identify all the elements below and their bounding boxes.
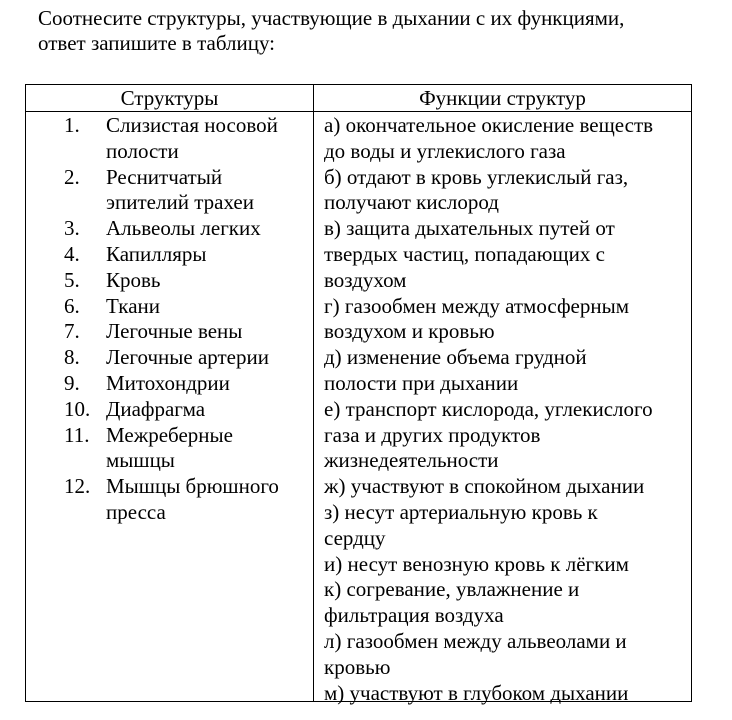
function-text-line: и) несут венозную кровь к лёгким	[324, 551, 629, 576]
function-text-line: з) несут артериальную кровь к	[324, 499, 598, 524]
function-text-line: ж) участвуют в спокойном дыхании	[324, 474, 645, 499]
structure-number: 4.	[64, 241, 80, 266]
structure-number: 6.	[64, 293, 80, 318]
structure-item	[64, 371, 314, 397]
function-text-line: сердцу	[324, 525, 386, 550]
function-item	[324, 681, 692, 707]
structure-item	[64, 423, 314, 475]
header-structures: Структуры	[120, 86, 219, 110]
function-text-line: воздухом и кровью	[324, 319, 495, 344]
function-text-line: до воды и углекислого газа	[324, 138, 566, 163]
function-item	[324, 474, 692, 500]
structure-text-line: Слизистая носовой	[106, 113, 278, 137]
structure-number: 1.	[64, 113, 80, 137]
structure-number: 10.	[64, 396, 91, 421]
header-divider	[26, 111, 691, 112]
structure-text	[106, 397, 314, 423]
structure-text-line: Реснитчатый	[106, 164, 223, 189]
structure-text-line: эпителий трахеи	[106, 190, 254, 215]
structure-number: 11.	[64, 422, 90, 447]
function-item	[324, 577, 692, 629]
structure-item	[64, 319, 314, 345]
structure-text-line: Митохондрии	[106, 370, 230, 395]
structure-text	[106, 268, 314, 294]
structure-text-line: мышцы	[106, 448, 175, 473]
header-functions: Функции структур	[419, 86, 586, 110]
structure-text-line: Межреберные	[106, 422, 233, 447]
task-line-2: ответ запишите в таблицу:	[38, 31, 276, 55]
structure-text	[106, 371, 314, 397]
function-item	[324, 345, 692, 397]
function-text-line: полости при дыхании	[324, 370, 519, 395]
function-item	[324, 294, 692, 346]
structure-number: 7.	[64, 319, 80, 344]
structure-number: 9.	[64, 370, 80, 395]
function-text-line: г) газообмен между атмосферным	[324, 293, 630, 318]
structure-text	[106, 345, 314, 371]
function-item	[324, 397, 692, 474]
function-text-line: м) участвуют в глубоком дыхании	[324, 680, 629, 705]
structure-text	[106, 474, 314, 526]
structure-text	[106, 294, 314, 320]
structure-number: 8.	[64, 345, 80, 370]
structure-item	[64, 294, 314, 320]
structure-text	[106, 216, 314, 242]
structure-text	[106, 113, 314, 165]
function-text-line: к) согревание, увлажнение и	[324, 577, 580, 602]
function-text-line: б) отдают в кровь углекислый газ,	[324, 164, 629, 189]
structure-item	[64, 242, 314, 268]
structure-text-line: полости	[106, 138, 179, 163]
structure-text-line: Кровь	[106, 267, 161, 292]
structure-item	[64, 397, 314, 423]
structure-text-line: Капилляры	[106, 241, 207, 266]
structure-text	[106, 319, 314, 345]
function-item	[324, 113, 692, 165]
structure-text-line: Легочные артерии	[106, 345, 269, 370]
structure-number: 2.	[64, 164, 80, 189]
structure-text-line: Легочные вены	[106, 319, 243, 344]
function-text-line: воздухом	[324, 267, 407, 292]
function-item	[324, 552, 692, 578]
function-item	[324, 500, 692, 552]
function-text-line: а) окончательное окисление веществ	[324, 113, 654, 137]
structure-text-line: пресса	[106, 499, 166, 524]
matching-table	[25, 84, 692, 705]
task-line-1: Соотнесите структуры, участвующие в дыхании с их функциями,	[38, 6, 625, 30]
function-text-line: д) изменение объема грудной	[324, 345, 587, 370]
structure-text	[106, 423, 314, 475]
function-text-line: твердых частиц, попадающих с	[324, 241, 605, 266]
function-item	[324, 216, 692, 293]
function-text-line: кровью	[324, 654, 391, 679]
structure-number: 3.	[64, 216, 80, 241]
structures-list	[64, 113, 314, 526]
functions-list	[324, 113, 692, 706]
structure-text	[106, 242, 314, 268]
function-text-line: получают кислород	[324, 190, 499, 215]
structure-item	[64, 345, 314, 371]
function-text-line: жизнедеятельности	[324, 448, 499, 473]
structure-text-line: Ткани	[106, 293, 160, 318]
function-item	[324, 165, 692, 217]
task-text	[38, 6, 718, 56]
function-text-line: фильтрация воздуха	[324, 603, 504, 628]
structure-item	[64, 113, 314, 165]
structure-text-line: Диафрагма	[106, 396, 206, 421]
structure-number: 5.	[64, 267, 80, 292]
structure-text	[106, 165, 314, 217]
structure-item	[64, 165, 314, 217]
function-text-line: в) защита дыхательных путей от	[324, 216, 615, 241]
structure-item	[64, 268, 314, 294]
structure-text-line: Мышцы брюшного	[106, 474, 279, 499]
function-text-line: газа и других продуктов	[324, 422, 541, 447]
function-item	[324, 629, 692, 681]
structure-text-line: Альвеолы легких	[106, 216, 261, 241]
function-text-line: е) транспорт кислорода, углекислого	[324, 396, 653, 421]
function-text-line: л) газообмен между альвеолами и	[324, 628, 627, 653]
structure-item	[64, 474, 314, 526]
structure-item	[64, 216, 314, 242]
structure-number: 12.	[64, 474, 91, 499]
